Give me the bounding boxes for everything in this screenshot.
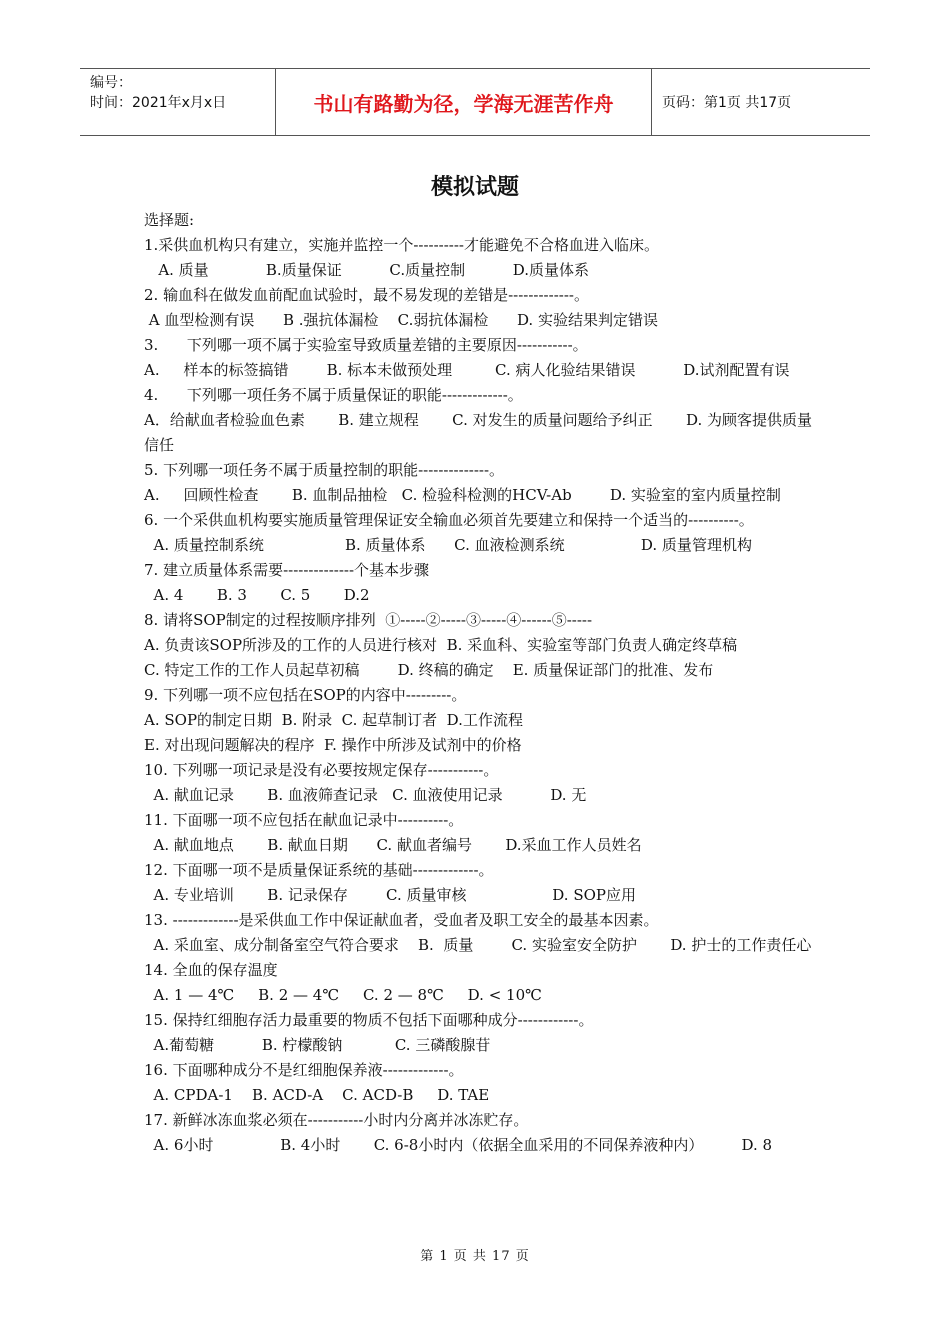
text-line: A 血型检测有误 B .强抗体漏检 C.弱抗体漏检 D. 实验结果判定错误	[144, 311, 658, 329]
text-line: A. 献血地点 B. 献血日期 C. 献血者编号 D.采血工作人员姓名	[144, 836, 642, 854]
text-line: A. 样本的标签搞错 B. 标本未做预处理 C. 病人化验结果错误 D.试剂配置有误	[144, 361, 790, 379]
text-line: 10. 下列哪一项记录是没有必要按规定保存-----------。	[144, 761, 499, 779]
document-number-label: 编号：	[90, 75, 132, 91]
text-line: A. 质量控制系统 B. 质量体系 C. 血液检测系统 D. 质量管理机构	[144, 536, 752, 554]
text-line: 9. 下列哪一项不应包括在SOP的内容中---------。	[144, 686, 467, 704]
text-line: 14. 全血的保存温度	[144, 961, 278, 979]
text-line: 12. 下面哪一项不是质量保证系统的基础-------------。	[144, 861, 494, 879]
page-footer: 第 1 页 共 17 页	[420, 1249, 530, 1264]
text-line: 13. -------------是采供血工作中保证献血者，受血者及职工安全的最基本因素。	[144, 911, 659, 929]
text-line: 4. 下列哪一项任务不属于质量保证的职能-------------。	[144, 386, 523, 404]
text-line: A. 专业培训 B. 记录保存 C. 质量审核 D. SOP应用	[144, 886, 636, 904]
text-line: A. 回顾性检查 B. 血制品抽检 C. 检验科检测的HCV-Ab D. 实验室的室内质量控制	[144, 486, 781, 504]
text-line: E. 对出现问题解决的程序 F. 操作中所涉及试剂中的价格	[144, 736, 522, 754]
text-line: 17. 新鲜冰冻血浆必须在-----------小时内分离并冰冻贮存。	[144, 1111, 529, 1129]
page-title: 模拟试题	[430, 175, 519, 200]
text-line: 6. 一个采供血机构要实施质量管理保证安全输血必须首先要建立和保持一个适当的----------。	[144, 511, 754, 529]
text-line: A. 献血记录 B. 血液筛查记录 C. 血液使用记录 D. 无	[144, 786, 587, 804]
text-line: 1.采供血机构只有建立，实施并监控一个----------才能避免不合格血进入临床。	[144, 236, 659, 254]
text-line: A. 6小时 B. 4小时 C. 6-8小时内（依据全血采用的不同保养液种内） D. 8	[144, 1136, 773, 1154]
text-line: A. 4 B. 3 C. 5 D.2	[144, 586, 370, 604]
text-line: 11. 下面哪一项不应包括在献血记录中----------。	[144, 811, 464, 829]
header-meta-cell	[80, 69, 276, 135]
text-line: A. CPDA-1 B. ACD-A C. ACD-B D. TAE	[144, 1086, 490, 1104]
header-motto: 书山有路勤为径，学海无涯苦作舟	[276, 69, 652, 135]
header-page-info: 页码：第1页 共17页	[662, 95, 792, 111]
text-line: 3. 下列哪一项不属于实验室导致质量差错的主要原因-----------。	[144, 336, 588, 354]
text-line: A.葡萄糖 B. 柠檬酸钠 C. 三磷酸腺苷	[144, 1036, 491, 1054]
text-line: 8. 请将SOP制定的过程按顺序排列 ①-----②-----③-----④------⑤-----	[144, 611, 593, 629]
text-line: 2. 输血科在做发血前配血试验时，最不易发现的差错是-------------。	[144, 286, 589, 304]
text-line: 5. 下列哪一项任务不属于质量控制的职能--------------。	[144, 461, 505, 479]
question-body	[144, 208, 816, 1158]
text-line: A. 负责该SOP所涉及的工作的人员进行核对 B. 采血科、实验室等部门负责人确定终草稿	[144, 636, 738, 654]
text-line: 15. 保持红细胞存活力最重要的物质不包括下面哪种成分------------。	[144, 1011, 594, 1029]
text-line: A. SOP的制定日期 B. 附录 C. 起草制订者 D.工作流程	[144, 711, 523, 729]
document-time-label: 时间：2021年x月x日	[90, 95, 227, 111]
text-line: A. 采血室、成分制备室空气符合要求 B. 质量 C. 实验室安全防护 D. 护士的工作责任心	[144, 936, 812, 954]
text-line: A. 1 — 4℃ B. 2 — 4℃ C. 2 — 8℃ D. < 10℃	[144, 986, 542, 1004]
text-line: 7. 建立质量体系需要--------------个基本步骤	[144, 561, 430, 579]
text-line: C. 特定工作的工作人员起草初稿 D. 终稿的确定 E. 质量保证部门的批准、发布	[144, 661, 714, 679]
text-line: 16. 下面哪种成分不是红细胞保养液-------------。	[144, 1061, 464, 1079]
text-line: A. 质量 B.质量保证 C.质量控制 D.质量体系	[144, 261, 590, 279]
document-header	[80, 68, 870, 136]
text-line: 选择题:	[144, 211, 195, 229]
text-line: A．给献血者检验血色素 B. 建立规程 C. 对发生的质量问题给予纠正 D. 为顾客提供质量信任	[144, 411, 813, 454]
